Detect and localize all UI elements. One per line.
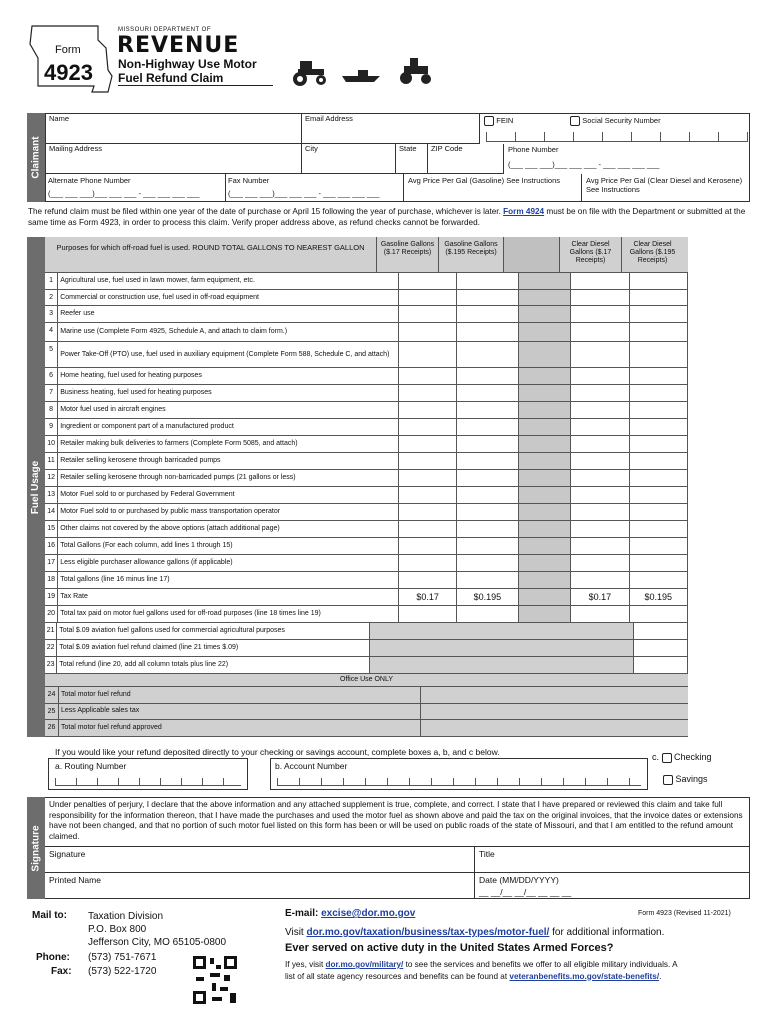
phone-field[interactable]: Phone Number (___ ___ ___)___ ___ ___ - ___ ___ ___ ___: [508, 145, 660, 169]
line-number: 14: [45, 504, 58, 520]
gallons-field[interactable]: [457, 453, 518, 469]
gallons-field[interactable]: [457, 385, 518, 401]
line-description: Total refund (line 20, add all column totals plus line 22): [57, 657, 369, 673]
gallons-field[interactable]: [399, 342, 457, 367]
line-number: 8: [45, 402, 58, 418]
line-description: Total gallons (line 16 minus line 17): [58, 572, 399, 588]
line-description: Agricultural use, fuel used in lawn mower, farm equipment, etc.: [58, 273, 399, 289]
line-number: 7: [45, 385, 58, 401]
gallons-field[interactable]: [630, 290, 688, 305]
gallons-field: [519, 470, 572, 486]
purposes-header: Purposes for which off-road fuel is used. ROUND TOTAL GALLONS TO NEAREST GALLON: [56, 243, 365, 252]
gallons-field[interactable]: [571, 273, 629, 289]
line-number: 12: [45, 470, 58, 486]
line-number: 9: [45, 419, 58, 435]
office-line-24: 24 Total motor fuel refund: [45, 687, 688, 704]
gallons-field[interactable]: [571, 538, 629, 554]
gallons-field[interactable]: [571, 306, 629, 322]
gallons-field[interactable]: [571, 402, 629, 418]
gallons-field[interactable]: [399, 521, 457, 537]
tax-rate-value: $0.195: [457, 589, 518, 605]
gallons-field: [519, 436, 572, 452]
printed-name-field[interactable]: Printed Name: [45, 872, 475, 899]
gallons-field[interactable]: [630, 453, 688, 469]
visit-line: Visit dor.mo.gov/taxation/business/tax-types/motor-fuel/ for additional information.: [285, 927, 665, 938]
fax-label: Fax:: [51, 966, 72, 977]
gallons-field[interactable]: [571, 385, 629, 401]
gallons-field[interactable]: [457, 555, 518, 571]
line-description: Total Gallons (For each column, add lines 1 through 15): [58, 538, 399, 554]
line-description: Business heating, fuel used for heating purposes: [58, 385, 399, 401]
gallons-field[interactable]: [630, 504, 688, 520]
gallons-field[interactable]: [630, 521, 688, 537]
email-contact: E-mail: excise@dor.mo.gov: [285, 908, 416, 919]
usage-line-3: [45, 306, 688, 323]
gallons-field[interactable]: [457, 290, 518, 305]
mower-icon: [394, 54, 438, 88]
gallons-field: [519, 419, 572, 435]
gallons-field[interactable]: [630, 368, 688, 384]
savings-option[interactable]: Savings: [663, 774, 708, 785]
signature-sidebar: Signature: [27, 797, 45, 899]
gallons-field[interactable]: [630, 273, 688, 289]
col-gas-195: Gasoline Gallons ($.195 Receipts): [438, 237, 503, 272]
fax-field[interactable]: Fax Number (___ ___ ___)___ ___ ___ - ___ ___ ___ ___: [226, 174, 404, 202]
line-amount-field[interactable]: [634, 657, 688, 673]
gallons-field[interactable]: [399, 470, 457, 486]
gallons-field[interactable]: [571, 436, 629, 452]
gallons-field: [519, 306, 572, 322]
gallons-field[interactable]: [457, 306, 518, 322]
usage-line-7: [45, 385, 688, 402]
usage-line-5: [45, 342, 688, 368]
gallons-field[interactable]: [571, 368, 629, 384]
usage-line-13: [45, 487, 688, 504]
city-field[interactable]: City: [302, 144, 396, 174]
gallons-field[interactable]: [457, 504, 518, 520]
usage-line-15: [45, 521, 688, 538]
gallons-field[interactable]: [630, 487, 688, 503]
usage-line-11: [45, 453, 688, 470]
gallons-field[interactable]: [571, 470, 629, 486]
gallons-field[interactable]: [630, 402, 688, 418]
office-use-header: Office Use ONLY: [45, 674, 688, 687]
gallons-field[interactable]: [399, 323, 457, 341]
dept-logo-text: REVENUE: [117, 33, 240, 58]
gallons-field[interactable]: [571, 504, 629, 520]
usage-line-22: [45, 640, 688, 657]
mailing-address-field[interactable]: Mailing Address: [46, 144, 302, 174]
gallons-field: [519, 538, 572, 554]
line-number: 19: [45, 589, 58, 605]
gallons-field[interactable]: [571, 487, 629, 503]
revision-label: Form 4923 (Revised 11-2021): [638, 910, 731, 917]
line-description: Total $.09 aviation fuel gallons used for commercial agricultural purposes: [57, 623, 369, 639]
veteran-benefits-link[interactable]: veteranbenefits.mo.gov/state-benefits/: [509, 971, 660, 981]
gallons-field[interactable]: [399, 606, 457, 622]
gallons-field: [519, 402, 572, 418]
line-description: Reefer use: [58, 306, 399, 322]
gallons-field[interactable]: [630, 606, 688, 622]
gallons-field: [519, 385, 572, 401]
col-gas-17: Gasoline Gallons ($.17 Receipts): [376, 237, 438, 272]
usage-line-1: [45, 273, 688, 290]
claimant-sidebar: Claimant: [27, 113, 45, 202]
gallons-field[interactable]: [399, 419, 457, 435]
gallons-field: [519, 290, 572, 305]
gallons-field[interactable]: [457, 402, 518, 418]
usage-line-18: [45, 572, 688, 589]
gallons-field[interactable]: [399, 306, 457, 322]
gallons-field: [519, 342, 572, 367]
gallons-field: [519, 504, 572, 520]
line-number: 18: [45, 572, 58, 588]
form-number: 4923: [44, 60, 93, 85]
line-number: 15: [45, 521, 58, 537]
claimant-section: [45, 113, 750, 202]
form-title-line2: Fuel Refund Claim: [118, 71, 273, 86]
title-field[interactable]: Title: [475, 846, 749, 872]
id-number-boxes[interactable]: [486, 132, 748, 142]
usage-line-6: [45, 368, 688, 385]
usage-line-8: [45, 402, 688, 419]
line-number: 2: [45, 290, 58, 305]
usage-line-12: [45, 470, 688, 487]
usage-line-16: [45, 538, 688, 555]
date-field[interactable]: Date (MM/DD/YYYY) __ __/__ __/__ __ __ __: [475, 872, 749, 899]
line-number: 13: [45, 487, 58, 503]
line-number: 17: [45, 555, 58, 571]
tax-rate-value: $0.17: [571, 589, 629, 605]
perjury-declaration: Under penalties of perjury, I declare that the above information and any attached supplement is true, complete, and correct. I state that I have prepared or reviewed this claim and take full responsibility for the information thereon, that I have made the purchases and used the motor fuel as shown above and paid the tax on the original invoices, that the invoice dates or extensions have not been changed, and that no portion of such motor fuel listed on this form has been or will be used on public roads of the state of Missouri, and that I am entitled to the refund amount claimed.: [49, 800, 743, 841]
gallons-field[interactable]: [457, 323, 518, 341]
routing-number-field[interactable]: a. Routing Number: [48, 758, 248, 790]
gallons-field[interactable]: [571, 290, 629, 305]
gallons-field: [519, 521, 572, 537]
deposit-intro: If you would like your refund deposited directly to your checking or savings account, complete boxes a, b, and c below.: [55, 747, 500, 757]
line-description: Power Take-Off (PTO) use, fuel used in auxiliary equipment (Complete Form 588, Schedule C, and attach): [58, 342, 399, 367]
mail-address: Taxation Division P.O. Box 800 Jefferson City, MO 65105-0800: [88, 911, 227, 948]
filing-notice: The refund claim must be filed within one year of the date of purchase or April 15 following the year of purchase, whichever is later. Form 4924 must be on file with the Department or submitted at the same time as Form 4923, in order to process this claim. Verify proper address above, as refund checks cannot be forwarded.: [28, 207, 746, 227]
usage-line-2: [45, 290, 688, 306]
line-number: 23: [45, 657, 57, 673]
gallons-field[interactable]: [399, 290, 457, 305]
line-description: Motor Fuel sold to or purchased by Federal Government: [58, 487, 399, 503]
gallons-field[interactable]: [630, 436, 688, 452]
gallons-field[interactable]: [571, 453, 629, 469]
military-heading: Ever served on active duty in the United States Armed Forces?: [285, 942, 614, 954]
usage-line-19: [45, 589, 688, 606]
motor-fuel-link[interactable]: dor.mo.gov/taxation/business/tax-types/motor-fuel/: [306, 927, 550, 938]
usage-header: [45, 237, 688, 273]
military-link[interactable]: dor.mo.gov/military/: [325, 960, 404, 969]
usage-line-21: [45, 623, 688, 640]
fein-checkbox[interactable]: [484, 116, 494, 126]
office-line-25: 25 Less Applicable sales tax: [45, 704, 688, 721]
gallons-field[interactable]: [399, 453, 457, 469]
usage-line-10: [45, 436, 688, 453]
line-description: Retailer selling kerosene through barricaded pumps: [58, 453, 399, 469]
usage-line-17: [45, 555, 688, 572]
gallons-field[interactable]: [630, 470, 688, 486]
email-field[interactable]: Email Address: [302, 114, 480, 144]
signature-field[interactable]: Signature: [45, 846, 475, 872]
gallons-field: [519, 606, 572, 622]
usage-line-20: [45, 606, 688, 623]
gallons-field[interactable]: [457, 436, 518, 452]
gallons-field[interactable]: [630, 342, 688, 367]
gallons-field[interactable]: [399, 385, 457, 401]
gallons-field[interactable]: [457, 487, 518, 503]
gallons-field[interactable]: [399, 436, 457, 452]
line-description: Retailer selling kerosene through non-barricaded pumps (21 gallons or less): [58, 470, 399, 486]
usage-line-14: [45, 504, 688, 521]
line-description: Total tax paid on motor fuel gallons used for off-road purposes (line 18 times line 19): [58, 606, 399, 622]
line-number: 5: [45, 342, 58, 367]
gallons-field[interactable]: [571, 572, 629, 588]
gallons-field[interactable]: [457, 342, 518, 367]
gallons-field[interactable]: [457, 470, 518, 486]
checking-option[interactable]: c. Checking: [652, 752, 712, 762]
alt-phone-field[interactable]: Alternate Phone Number (___ ___ ___)___ ___ ___ - ___ ___ ___ ___: [46, 174, 226, 202]
line-number: 11: [45, 453, 58, 469]
state-field[interactable]: State: [396, 144, 428, 174]
col-diesel-17: Clear Diesel Gallons ($.17 Receipts): [559, 237, 621, 272]
gallons-field: [519, 487, 572, 503]
line-number: 1: [45, 273, 58, 289]
line-amount-field[interactable]: [634, 623, 688, 639]
qr-code-icon: [192, 955, 238, 1005]
line-description: Commercial or construction use, fuel used in off-road equipment: [58, 290, 399, 305]
gallons-field[interactable]: [399, 402, 457, 418]
gallons-field: [519, 368, 572, 384]
line-number: 4: [45, 323, 58, 341]
email-link[interactable]: excise@dor.mo.gov: [321, 908, 416, 919]
gallons-field[interactable]: [571, 521, 629, 537]
gallons-field[interactable]: [630, 555, 688, 571]
line-number: 3: [45, 306, 58, 322]
gallons-field[interactable]: [571, 555, 629, 571]
gallons-field[interactable]: [457, 419, 518, 435]
signature-section: [45, 797, 750, 899]
form-label: Form: [55, 44, 81, 56]
gallons-field: [519, 589, 572, 605]
gallons-field[interactable]: [457, 606, 518, 622]
gallons-field[interactable]: [457, 521, 518, 537]
line-number: 10: [45, 436, 58, 452]
zip-field[interactable]: ZIP Code: [428, 144, 504, 174]
gallons-field[interactable]: [571, 323, 629, 341]
line-description: Less eligible purchaser allowance gallons (if applicable): [58, 555, 399, 571]
ssn-checkbox[interactable]: [570, 116, 580, 126]
line-description: Ingredient or component part of a manufactured product: [58, 419, 399, 435]
gallons-field[interactable]: [399, 504, 457, 520]
gallons-field[interactable]: [630, 323, 688, 341]
tax-rate-value: $0.195: [630, 589, 688, 605]
gallons-field: [519, 555, 572, 571]
office-line-26: 26 Total motor fuel refund approved: [45, 720, 688, 737]
phone-number: (573) 751-7671: [88, 952, 157, 963]
gallons-field[interactable]: [630, 538, 688, 554]
gallons-field: [519, 572, 572, 588]
line-description: Retailer making bulk deliveries to farmers (Complete Form 5085, and attach): [58, 436, 399, 452]
fax-number: (573) 522-1720: [88, 966, 157, 977]
gallons-field[interactable]: [630, 572, 688, 588]
dept-small: MISSOURI DEPARTMENT OF: [118, 27, 212, 33]
gallons-field[interactable]: [571, 419, 629, 435]
mail-to-label: Mail to:: [32, 910, 67, 921]
line-description: Other claims not covered by the above options (attach additional page): [58, 521, 399, 537]
line-number: 21: [45, 623, 57, 639]
form-4924-link[interactable]: Form 4924: [503, 207, 545, 216]
usage-line-9: [45, 419, 688, 436]
checking-checkbox[interactable]: [662, 753, 672, 763]
gallons-field[interactable]: [630, 385, 688, 401]
gallons-field[interactable]: [399, 572, 457, 588]
line-description: Tax Rate: [58, 589, 399, 605]
line-number: 22: [45, 640, 57, 656]
gallons-field[interactable]: [399, 368, 457, 384]
gallons-field[interactable]: [630, 306, 688, 322]
gallons-field[interactable]: [399, 273, 457, 289]
avg-price-diesel-field[interactable]: Avg Price Per Gal (Clear Diesel and Kerosene) See Instructions: [586, 176, 743, 194]
ssn-option[interactable]: Social Security Number: [570, 116, 661, 126]
gallons-field[interactable]: [457, 368, 518, 384]
form-title-line1: Non-Highway Use Motor: [118, 57, 257, 71]
military-text: If yes, visit dor.mo.gov/military/ to see the services and benefits we offer to all eligible military individuals. A list of all state agency resources and benefits can be found at veteranbenefits.mo.gov/state-benefits/.: [285, 960, 678, 981]
account-number-field[interactable]: b. Account Number: [270, 758, 648, 790]
gallons-field[interactable]: [457, 273, 518, 289]
fein-option[interactable]: FEIN: [484, 116, 513, 126]
line-description: Marine use (Complete Form 4925, Schedule A, and attach to claim form.): [58, 323, 399, 341]
line-number: 16: [45, 538, 58, 554]
line-number: 20: [45, 606, 58, 622]
line-amount-field[interactable]: [634, 640, 688, 656]
gallons-field[interactable]: [630, 419, 688, 435]
tractor-icon: [290, 55, 332, 89]
avg-price-gas-field[interactable]: Avg Price Per Gal (Gasoline) See Instructions: [404, 174, 582, 202]
gallons-field[interactable]: [399, 538, 457, 554]
usage-line-23: [45, 657, 688, 674]
gallons-field[interactable]: [399, 487, 457, 503]
line-description: Home heating, fuel used for heating purposes: [58, 368, 399, 384]
line-number: 6: [45, 368, 58, 384]
phone-label: Phone:: [36, 952, 70, 963]
line-description: Total $.09 aviation fuel refund claimed (line 21 times $.09): [57, 640, 369, 656]
savings-checkbox[interactable]: [663, 775, 673, 785]
fuel-usage-sidebar: Fuel Usage: [27, 237, 45, 737]
gallons-field: [519, 323, 572, 341]
gallons-field[interactable]: [457, 572, 518, 588]
boat-icon: [340, 64, 384, 86]
usage-line-4: [45, 323, 688, 342]
gallons-field: [519, 453, 572, 469]
line-description: Motor Fuel sold to or purchased by public mass transportation operator: [58, 504, 399, 520]
gallons-field[interactable]: [571, 606, 629, 622]
name-field[interactable]: Name: [46, 114, 302, 144]
tax-rate-value: $0.17: [399, 589, 457, 605]
gallons-field[interactable]: [457, 538, 518, 554]
col-diesel-195: Clear Diesel Gallons ($.195 Receipts): [621, 237, 683, 272]
gallons-field: [519, 273, 572, 289]
line-description: Motor fuel used in aircraft engines: [58, 402, 399, 418]
gallons-field[interactable]: [571, 342, 629, 367]
gallons-field[interactable]: [399, 555, 457, 571]
